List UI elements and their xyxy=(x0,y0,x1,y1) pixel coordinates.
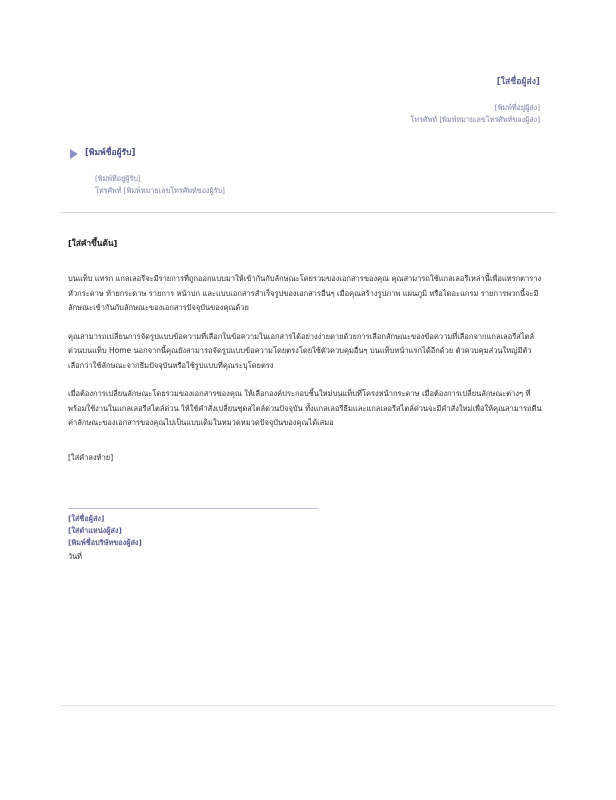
recipient-heading-row xyxy=(70,147,490,160)
salutation[interactable]: [ใส่คำขึ้นต้น] xyxy=(68,238,118,248)
signature-rule xyxy=(68,508,318,509)
sender-header-block xyxy=(140,76,540,125)
recipient-block xyxy=(70,147,490,197)
signature-date[interactable]: วันที่ xyxy=(68,551,82,561)
sender-phone[interactable]: โทรศัพท์ [พิมพ์หมายเลขโทรศัพท์ของผู้ส่ง] xyxy=(410,114,540,124)
recipient-address[interactable]: [พิมพ์ที่อยู่ผู้รับ] xyxy=(95,174,141,183)
signature-block xyxy=(68,513,142,563)
recipient-name[interactable]: [พิมพ์ชื่อผู้รับ] xyxy=(85,148,136,158)
footer-divider xyxy=(60,705,556,706)
header-divider xyxy=(60,212,556,213)
body-text xyxy=(68,272,546,445)
body-paragraph[interactable]: เมื่อต้องการเปลี่ยนลักษณะโดยรวมของเอกสารของคุณ ให้เลือกองค์ประกอบชิ้นใหม่บนแท็บที่โครงหน้ากระดาษ เมื่อต้องการเปลี่ยนลักษณะต่างๆ ที่พร้อมใช้งานในแกลเลอรีสไตล์ด่วน ให้ใช้คำสั่งเปลี่ยนชุดสไตล์ด่วนปัจจุบัน ทั้งแกลเลอรีธีมและแกลเลอรีสไตล์ด่วนจะมีคำสั่งใหม่เพื่อให้คุณสามารถคืนค่าลักษณะของเอกสารของคุณไปเป็นแบบเดิมในหมวดหมวดปัจจุบันของคุณได้เสมอ xyxy=(68,389,542,427)
sender-name[interactable]: [ใส่ชื่อผู้ส่ง] xyxy=(496,77,540,87)
sender-address[interactable]: [พิมพ์ที่อยู่ผู้ส่ง] xyxy=(494,103,540,112)
signature-title[interactable]: [ใส่ตำแหน่งผู้ส่ง] xyxy=(68,526,122,536)
triangle-right-icon xyxy=(70,149,78,159)
recipient-phone[interactable]: โทรศัพท์ [พิมพ์หมายเลขโทรศัพท์ของผู้รับ] xyxy=(95,186,225,195)
signature-name[interactable]: [ใส่ชื่อผู้ส่ง] xyxy=(68,514,105,523)
signature-company[interactable]: [พิมพ์ชื่อบริษัทของผู้ส่ง] xyxy=(68,538,142,548)
body-paragraph[interactable]: บนแท็บ แทรก แกลเลอรีจะมีรายการที่ถูกออกแบบมาให้เข้ากันกับลักษณะโดยรวมของเอกสารของคุณ คุณสามารถใช้แกลเลอรีเหล่านี้เพื่อแทรกตาราง หัวกระดาษ ท้ายกระดาษ รายการ หน้าปก และแบบเอกสารสำเร็จรูปของเอกสารอื่นๆ เมื่อคุณสร้างรูปภาพ แผนภูมิ หรือไดอะแกรม รายการพวกนี้จะมีลักษณะเข้ากันกับลักษณะของเอกสารปัจจุบันของคุณด้วย xyxy=(68,274,542,312)
closing-text[interactable]: [ใส่คำลงท้าย] xyxy=(68,453,114,462)
body-paragraph[interactable]: คุณสามารถเปลี่ยนการจัดรูปแบบข้อความที่เลือกในข้อความในเอกสารได้อย่างง่ายดายด้วยการเลือกลักษณะของข้อความที่เลือกจากแกลเลอรีสไตล์ด่วนบนแท็บ Home นอกจากนี้คุณยังสามารถจัดรูปแบบข้อความโดยตรงโดยใช้ตัวควบคุมอื่นๆ บนแท็บหน้าแรกได้อีกด้วย ตัวควบคุมส่วนใหญ่มีตัวเลือกว่าใช้ลักษณะจากธีมปัจจุบันหรือใช้รูปแบบที่คุณระบุโดยตรง xyxy=(68,331,535,370)
sender-contact-block xyxy=(140,102,540,125)
recipient-contact-block xyxy=(95,173,490,197)
